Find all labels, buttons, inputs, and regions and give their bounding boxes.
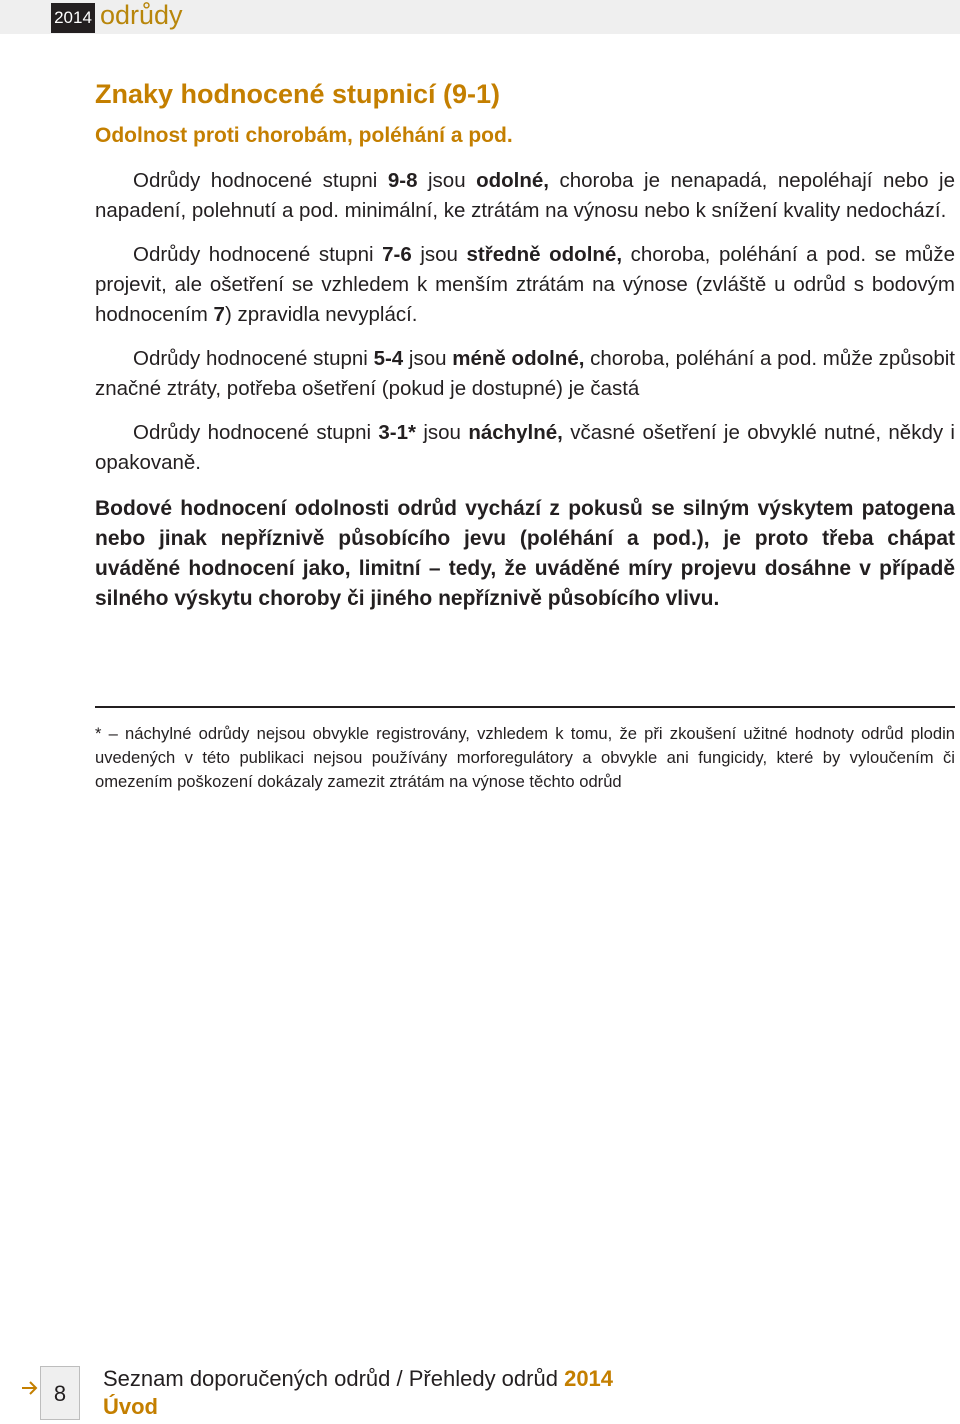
year-badge: 2014 [51,3,95,33]
grade-value: 5-4 [373,347,404,370]
grade-value: 3-1* [378,421,417,444]
resistance-term: odolné, [476,169,549,192]
grade-value: 7 [213,303,225,326]
footer-section-link[interactable]: Úvod [103,1394,158,1419]
evaluation-note: Bodové hodnocení odolnosti odrůd vychází z pokusů se silným výskytem patogena nebo jinak nepříznivě působícího jevu (poléhání a pod.), je proto třeba chápat uváděné hodnocení jako, limitní – tedy, že uváděné míry projevu dosáhne v případě silného výskytu choroby či jiného nepříznivě působícího vlivu. [95,497,955,610]
page-number: 8 [40,1366,80,1420]
paragraph-medium-resistant: Odrůdy hodnocené stupni 7-6 jsou středně odolné, choroba, poléhání a pod. se může projevit, ale ošetření se vzhledem k menším ztrátám na výnose (zvláště u odrůd s bodovým hodnocením 7) zpravidla nevyplácí. [95,243,955,326]
footnote-divider [95,706,955,708]
page-header [0,0,960,34]
arrow-right-icon[interactable] [20,1378,40,1398]
footer-year: 2014 [564,1366,614,1391]
main-content [95,74,955,614]
paragraph-resistant: Odrůdy hodnocené stupni 9-8 jsou odolné, choroba je nenapadá, nepoléhají nebo je napadení, polehnutí a pod. minimální, ke ztrátám na výnosu nebo k snížení kvality nedochází. [95,169,955,222]
page-subheading: Odolnost proti chorobám, poléhání a pod. [95,124,513,147]
paragraph-less-resistant: Odrůdy hodnocené stupni 5-4 jsou méně odolné, choroba, poléhání a pod. může způsobit značné ztráty, potřeba ošetření (pokud je dostupné) je častá [95,347,955,400]
paragraph-susceptible: Odrůdy hodnocené stupni 3-1* jsou náchylné, včasné ošetření je obvyklé nutné, někdy i opakovaně. [95,421,955,474]
resistance-term: náchylné, [468,421,563,444]
grade-value: 9-8 [387,169,418,192]
resistance-term: středně odolné, [466,243,623,266]
footnote: * – náchylné odrůdy nejsou obvykle registrovány, vzhledem k tomu, že při zkoušení užitné hodnoty odrůd plodin uvedených v této publikaci nejsou používány morforegulátory a obvykle ani fungicidy, které by vyloučením či omezením poškození dokázaly zamezit ztrátám na výnose těchto odrůd [95,724,955,791]
page-heading: Znaky hodnocené stupnicí (9-1) [95,79,501,109]
footer-title[interactable]: Seznam doporučených odrůd / Přehledy odrůd 2014 [103,1366,614,1391]
section-title: odrůdy [100,0,183,30]
grade-value: 7-6 [382,243,412,266]
resistance-term: méně odolné, [452,347,585,370]
